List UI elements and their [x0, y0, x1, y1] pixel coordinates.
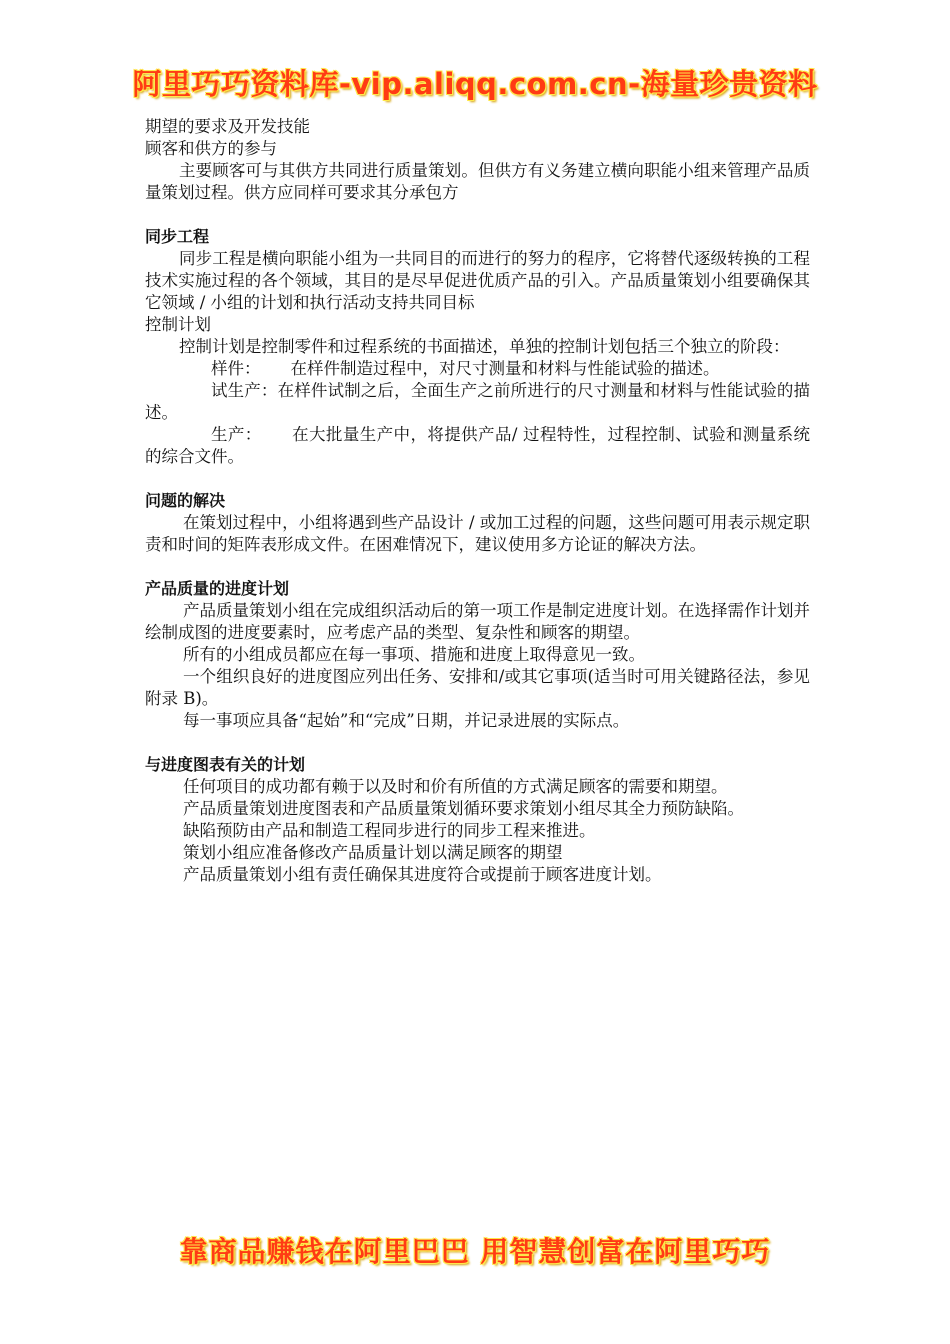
list-item	[145, 380, 810, 424]
paragraph: 每一事项应具备“起始”和“完成”日期，并记录进展的实际点。	[183, 711, 630, 730]
section-heading: 产品质量的进度计划	[145, 579, 290, 598]
intro-line: 顾客和供方的参与	[145, 139, 277, 158]
item-text: 在样件制造过程中，对尺寸测量和材料与性能试验的描述。	[290, 359, 720, 378]
paragraph: 产品质量策划小组有责任确保其进度符合或提前于顾客进度计划。	[183, 865, 662, 884]
section-heading: 与进度图表有关的计划	[145, 755, 306, 774]
paragraph: 主要顾客可与其供方共同进行质量策划。但供方有义务建立横向职能小组来管理产品质量策划过程。供方应同样可要求其分承包方	[145, 161, 810, 202]
intro-line: 期望的要求及开发技能	[145, 117, 310, 136]
section-heading: 同步工程	[145, 227, 210, 246]
paragraph: 所有的小组成员都应在每一事项、措施和进度上取得意见一致。	[183, 645, 645, 664]
document-body	[145, 116, 810, 886]
list-item	[145, 424, 810, 468]
item-label: 样件：	[211, 359, 261, 378]
footer-banner: 靠商品赚钱在阿里巴巴 用智慧创富在阿里巧巧	[179, 1235, 771, 1268]
item-text: 在大批量生产中，将提供产品/ 过程特性，过程控制、试验和测量系统的综合文件。	[145, 425, 811, 466]
item-label: 试生产：	[211, 381, 278, 400]
list-item	[145, 358, 810, 380]
item-text: 在样件试制之后，全面生产之前所进行的尺寸测量和材料与性能试验的描述。	[145, 381, 811, 422]
header-banner: 阿里巧巧资料库-vip.aliqq.com.cn-海量珍贵资料	[132, 67, 818, 101]
paragraph: 同步工程是横向职能小组为一共同目的而进行的努力的程序，它将替代逐级转换的工程技术实施过程的各个领域，其目的是尽早促进优质产品的引入。产品质量策划小组要确保其它领域 / 小组的计划和执行活动支持共同目标	[145, 249, 810, 312]
paragraph: 控制计划是控制零件和过程系统的书面描述，单独的控制计划包括三个独立的阶段：	[179, 337, 790, 356]
section-heading: 问题的解决	[145, 491, 226, 510]
paragraph: 任何项目的成功都有赖于以及时和价有所值的方式满足顾客的需要和期望。	[183, 777, 728, 796]
item-label: 生产：	[211, 425, 262, 444]
paragraph: 在策划过程中，小组将遇到些产品设计 / 或加工过程的问题，这些问题可用表示规定职责和时间的矩阵表形成文件。在困难情况下，建议使用多方论证的解决方法。	[145, 513, 810, 554]
paragraph: 策划小组应准备修改产品质量计划以满足顾客的期望	[183, 843, 563, 862]
paragraph: 一个组织良好的进度图应列出任务、安排和/或其它事项(适当时可用关键路径法，参见附录 B)。	[145, 667, 810, 708]
paragraph: 产品质量策划小组在完成组织活动后的第一项工作是制定进度计划。在选择需作计划并绘制成图的进度要素时，应考虑产品的类型、复杂性和顾客的期望。	[145, 601, 810, 642]
paragraph: 产品质量策划进度图表和产品质量策划循环要求策划小组尽其全力预防缺陷。	[183, 799, 744, 818]
paragraph: 缺陷预防由产品和制造工程同步进行的同步工程来推进。	[183, 821, 596, 840]
subheading: 控制计划	[145, 315, 211, 334]
